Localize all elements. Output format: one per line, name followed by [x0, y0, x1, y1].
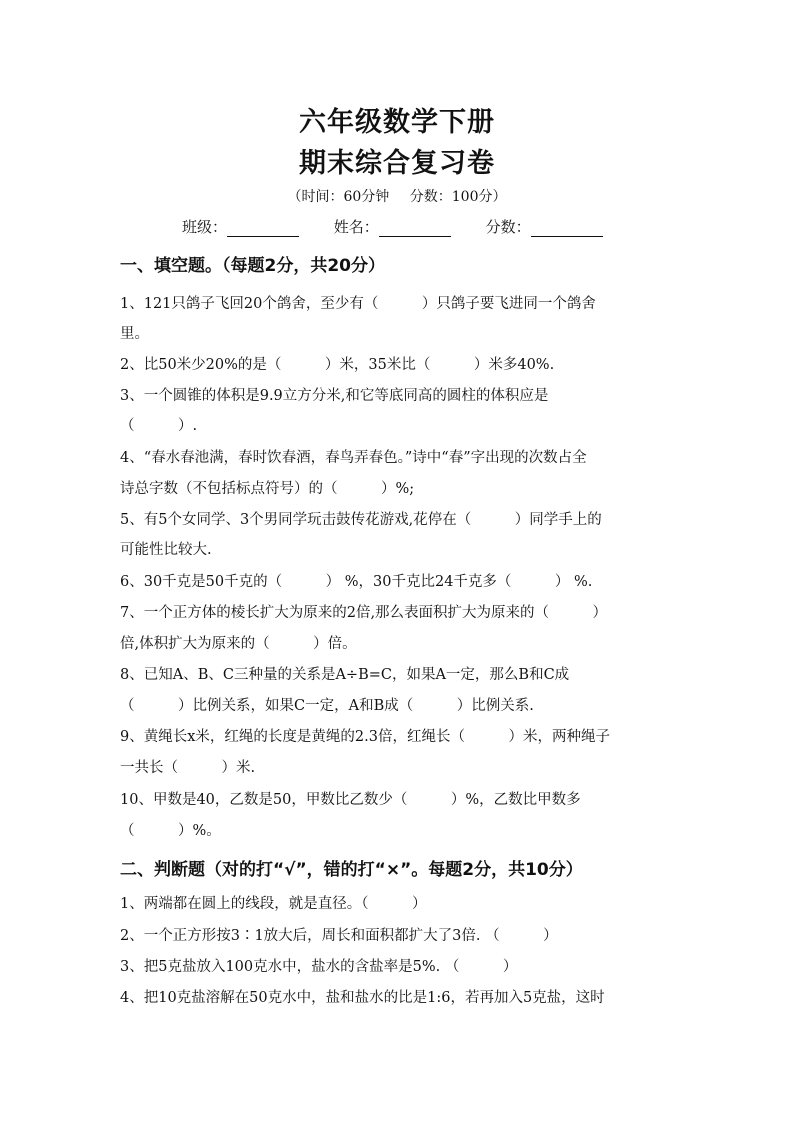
exam-meta: [0, 186, 794, 206]
score-label: 分数：: [485, 218, 531, 236]
question-line: 6、30千克是50千克的（ ） %，30千克比24千克多（ ） %.: [120, 574, 593, 590]
question-line: 7、一个正方体的棱长扩大为原来的2倍,那么表面积扩大为原来的（ ）: [120, 605, 608, 621]
question-line: （ ）比例关系，如果C一定，A和B成（ ）比例关系.: [120, 698, 534, 714]
name-label: 姓名：: [333, 218, 379, 236]
question-line: 诗总字数（不包括标点符号）的（ ）%;: [120, 481, 415, 497]
section-heading-fill-blank: 一、填空题。（每题2分，共20分）: [120, 256, 385, 276]
time-info: （时间：60分钟: [287, 189, 390, 205]
question-line: （ ）%。: [120, 823, 221, 839]
class-label: 班级：: [182, 218, 228, 236]
question-line: 一共长（ ）米.: [120, 760, 256, 776]
student-info-line: [182, 216, 633, 237]
question-line: 可能性比较大.: [120, 542, 212, 558]
question-line: （ ）.: [120, 418, 198, 434]
question-line: 10、甲数是40，乙数是50，甲数比乙数少（ ）%，乙数比甲数多: [120, 792, 581, 808]
class-blank[interactable]: [227, 222, 299, 237]
page-subtitle: 期末综合复习卷: [299, 148, 495, 179]
question-line: 4、“春水春池满，春时饮春酒，春鸟弄春色。”诗中“春”字出现的次数占全: [120, 450, 587, 466]
question-line: 1、两端都在圆上的线段，就是直径。（ ）: [120, 896, 427, 912]
question-line: 1、121只鸽子飞回20个鸽舍，至少有（ ）只鸽子要飞进同一个鸽舍: [120, 296, 596, 312]
page-title: 六年级数学下册: [299, 107, 495, 138]
question-line: 倍,体积扩大为原来的（ ）倍。: [120, 636, 357, 652]
question-line: 3、一个圆锥的体积是9.9立方分米,和它等底同高的圆柱的体积应是: [120, 388, 549, 404]
question-line: 2、比50米少20%的是（ ）米，35米比（ ）米多40%.: [120, 357, 555, 373]
question-line: 3、把5克盐放入100克水中，盐水的含盐率是5%. （ ）: [120, 959, 518, 975]
section-heading-true-false: 二、判断题（对的打“√”，错的打“×”。每题2分，共10分）: [120, 860, 583, 880]
question-line: 2、一个正方形按3∶1放大后，周长和面积都扩大了3倍. （ ）: [120, 928, 558, 944]
score-blank[interactable]: [531, 222, 603, 237]
question-line: 里。: [120, 326, 149, 342]
question-line: 4、把10克盐溶解在50克水中，盐和盐水的比是1:6，若再加入5克盐，这时: [120, 990, 605, 1006]
question-line: 9、黄绳长x米，红绳的长度是黄绳的2.3倍，红绳长（ ）米，两种绳子: [120, 729, 610, 745]
name-blank[interactable]: [379, 222, 451, 237]
score-info: 分数：100分）: [409, 189, 507, 205]
question-line: 8、已知A、B、C三种量的关系是A÷B=C，如果A一定，那么B和C成: [120, 667, 570, 683]
question-line: 5、有5个女同学、3个男同学玩击鼓传花游戏,花停在（ ）同学手上的: [120, 512, 602, 528]
